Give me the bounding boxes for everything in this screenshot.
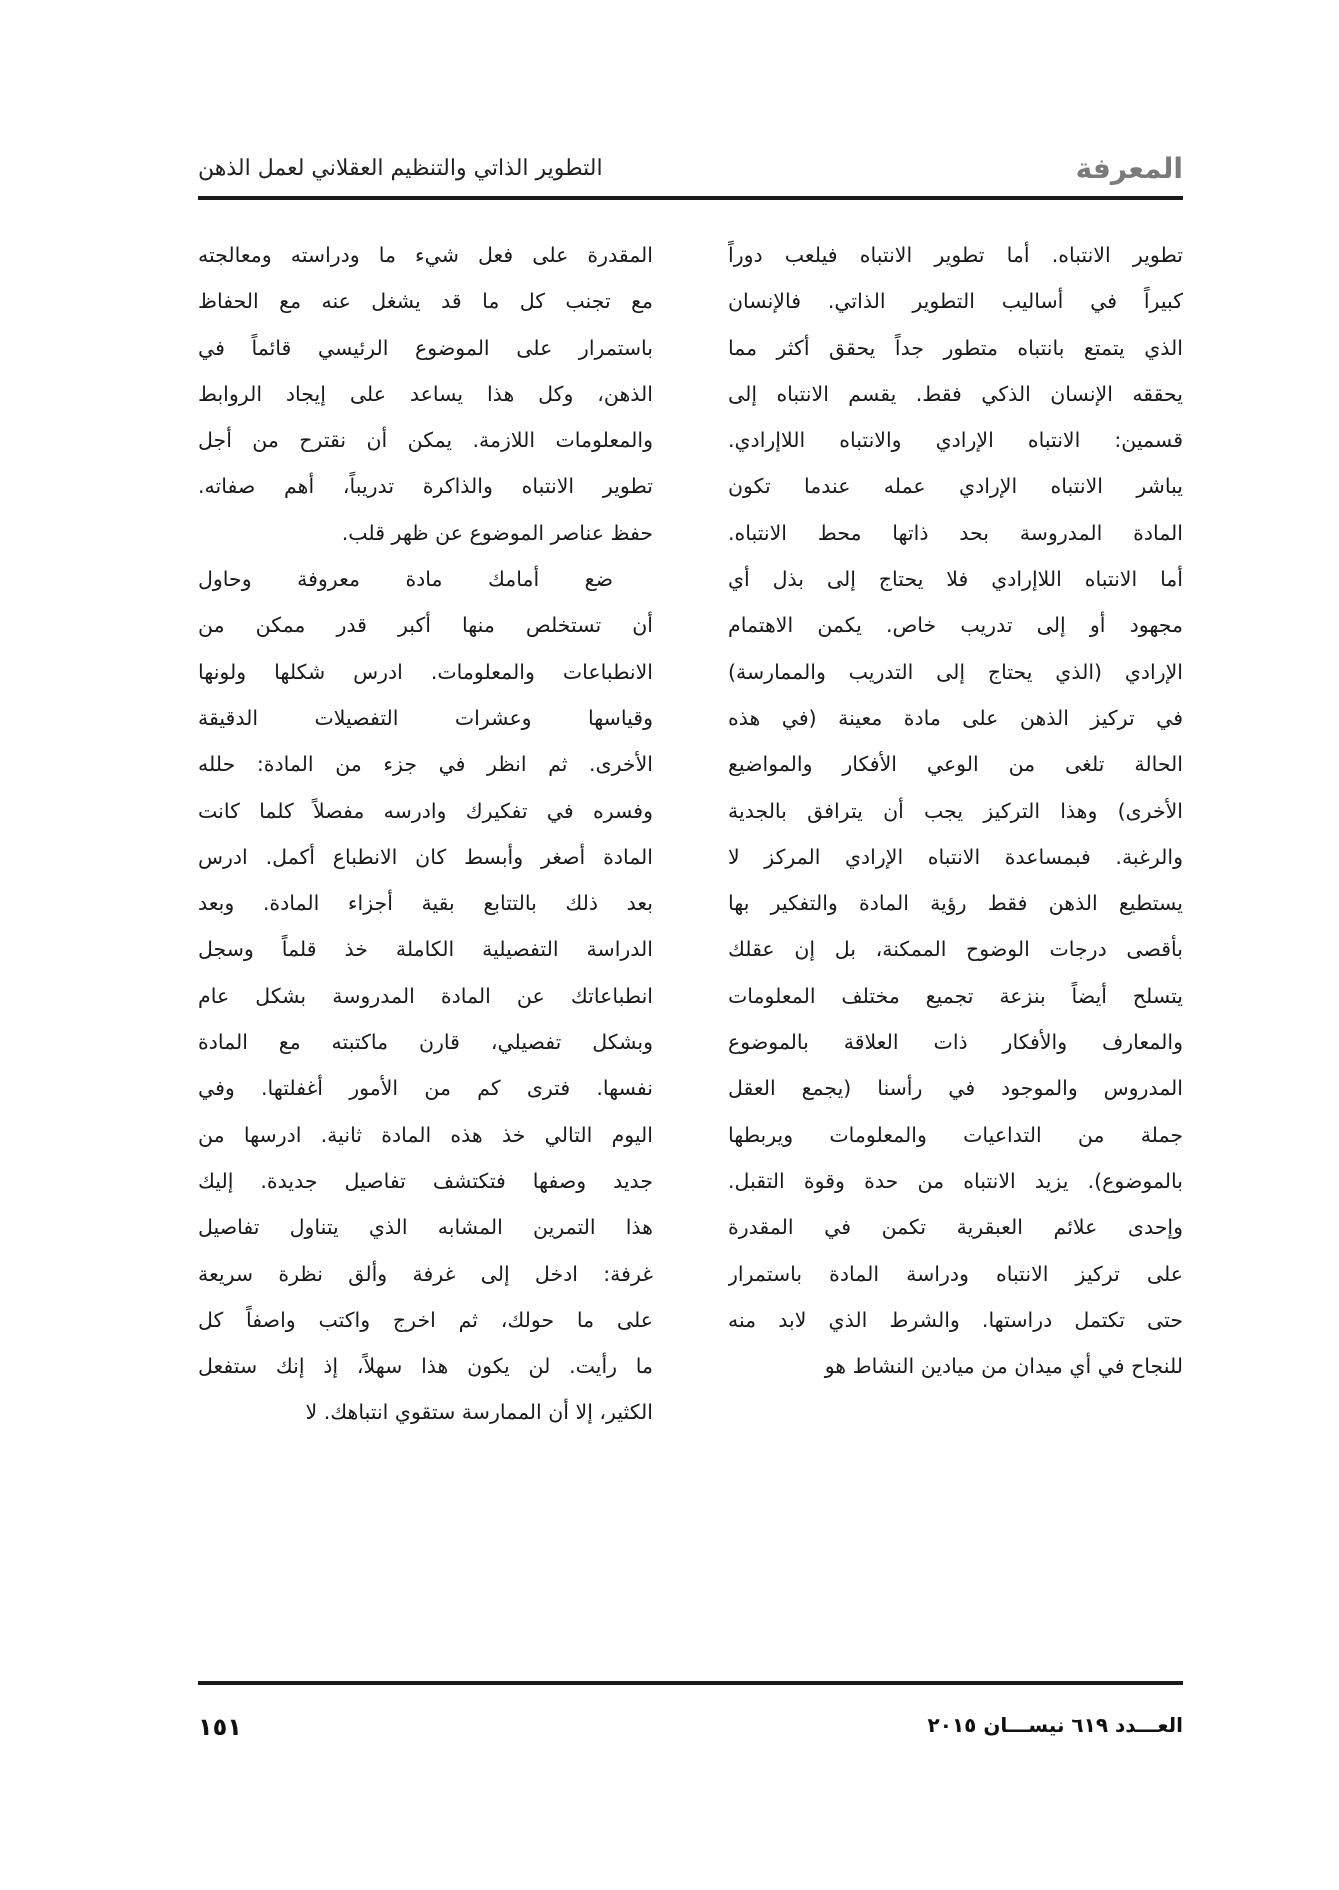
text-line: هذا التمرين المشابه الذي يتناول تفاصيل: [198, 1215, 653, 1240]
text-line: حتى تكتمل دراستها. والشرط الذي لابد منه: [728, 1307, 1183, 1332]
text-line: يحققه الإنسان الذكي فقط. يقسم الانتباه إلى: [728, 381, 1183, 406]
text-line: اليوم التالي خذ هذه المادة ثانية. ادرسها من: [198, 1122, 653, 1147]
text-line: ما رأيت. لن يكون هذا سهلاً، إذ إنك ستفعل: [198, 1354, 653, 1379]
text-line: الإرادي (الذي يحتاج إلى التدريب والممارسة): [728, 659, 1183, 684]
text-line: مجهود أو إلى تدريب خاص. يكمن الاهتمام: [728, 613, 1183, 638]
text-line: أما الانتباه اللاإرادي فلا يحتاج إلى بذل أي: [728, 567, 1183, 592]
text-line: قسمين: الانتباه الإرادي والانتباه اللاإرادي.: [728, 428, 1183, 453]
text-line: الأخرى. ثم انظر في جزء من المادة: حلله: [198, 752, 653, 777]
text-line: وقياسها وعشرات التفصيلات الدقيقة: [198, 705, 653, 730]
text-line: الذهن، وكل هذا يساعد على إيجاد الروابط: [198, 381, 653, 406]
text-line: كبيراً في أساليب التطوير الذاتي. فالإنسان: [728, 289, 1183, 314]
page-header: [198, 148, 1183, 194]
text-line: وفسره في تفكيرك وادرسه مفصلاً كلما كانت: [198, 798, 653, 823]
text-line: المدروس والموجود في رأسنا (يجمع العقل: [728, 1076, 1183, 1101]
footer-rule: [198, 1681, 1183, 1685]
text-line: الانطباعات والمعلومات. ادرس شكلها ولونها: [198, 659, 653, 684]
page-number: ١٥١: [198, 1713, 242, 1741]
text-line: والرغبة. فبمساعدة الانتباه الإرادي المركز لا: [728, 844, 1183, 869]
text-line: على تركيز الانتباه ودراسة المادة باستمرار: [728, 1261, 1183, 1286]
text-line: الدراسة التفصيلية الكاملة خذ قلماً وسجل: [198, 937, 653, 962]
text-line: مع تجنب كل ما قد يشغل عنه مع الحفاظ: [198, 289, 653, 314]
text-line: تطوير الانتباه والذاكرة تدريباً، أهم صفاته.: [198, 474, 653, 499]
text-line: انطباعاتك عن المادة المدروسة بشكل عام: [198, 983, 653, 1008]
text-line: حفظ عناصر الموضوع عن ظهر قلب.: [341, 520, 653, 545]
text-line: باستمرار على الموضوع الرئيسي قائماً في: [198, 335, 653, 360]
text-line: وبشكل تفصيلي، قارن ماكتبته مع المادة: [198, 1030, 653, 1055]
text-line: يستطيع الذهن فقط رؤية المادة والتفكير بها: [728, 891, 1183, 916]
text-line: جديد وصفها فتكتشف تفاصيل جديدة. إليك: [198, 1168, 653, 1193]
text-line: الكثير، إلا أن الممارسة ستقوي انتباهك. لا: [305, 1400, 653, 1425]
text-line: والمعارف والأفكار ذات العلاقة بالموضوع: [728, 1030, 1183, 1055]
running-title: التطوير الذاتي والتنظيم العقلاني لعمل الذهن: [198, 156, 603, 181]
text-line: الذي يتمتع بانتباه متطور جداً يحقق أكثر مما: [728, 335, 1183, 360]
text-line: بالموضوع). يزيد الانتباه من حدة وقوة التقبل.: [728, 1168, 1183, 1193]
text-line: على ما حولك، ثم اخرج واكتب واصفاً كل: [198, 1307, 653, 1332]
text-column-left: [198, 232, 653, 1436]
text-line: غرفة: ادخل إلى غرفة وألق نظرة سريعة: [198, 1261, 653, 1286]
text-line: تطوير الانتباه. أما تطوير الانتباه فيلعب دوراً: [728, 243, 1183, 267]
issue-info: العـــدد ٦١٩ نيســـان ٢٠١٥: [927, 1713, 1183, 1737]
text-line: جملة من التداعيات والمعلومات ويربطها: [728, 1122, 1183, 1147]
text-line: وإحدى علائم العبقرية تكمن في المقدرة: [728, 1215, 1183, 1240]
text-line: بعد ذلك بالتتابع بقية أجزاء المادة. وبعد: [198, 891, 653, 916]
text-line: بأقصى درجات الوضوح الممكنة، بل إن عقلك: [728, 937, 1183, 962]
text-column-right: [728, 232, 1183, 1389]
text-line: الحالة تلغى من الوعي الأفكار والمواضيع: [728, 752, 1183, 777]
text-line: الأخرى) وهذا التركيز يجب أن يترافق بالجدية: [728, 798, 1183, 823]
header-rule: [198, 196, 1183, 200]
text-line: للنجاح في أي ميدان من ميادين النشاط هو: [824, 1354, 1183, 1379]
text-line: المادة أصغر وأبسط كان الانطباع أكمل. ادرس: [198, 844, 653, 869]
text-line: نفسها. فترى كم من الأمور أغفلتها. وفي: [198, 1076, 653, 1101]
magazine-logo: المعرفة: [1075, 152, 1183, 185]
text-line: المادة المدروسة بحد ذاتها محط الانتباه.: [728, 520, 1183, 545]
text-line: المقدرة على فعل شيء ما ودراسته ومعالجته: [198, 243, 653, 267]
text-line: يتسلح أيضاً بنزعة تجميع مختلف المعلومات: [728, 983, 1183, 1008]
text-line: أن تستخلص منها أكبر قدر ممكن من: [198, 613, 653, 638]
text-line: ضع أمامك مادة معروفة وحاول: [198, 567, 613, 592]
text-line: والمعلومات اللازمة. يمكن أن نقترح من أجل: [198, 428, 653, 453]
text-line: يباشر الانتباه الإرادي عمله عندما تكون: [728, 474, 1183, 499]
text-line: في تركيز الذهن على مادة معينة (في هذه: [728, 705, 1183, 730]
